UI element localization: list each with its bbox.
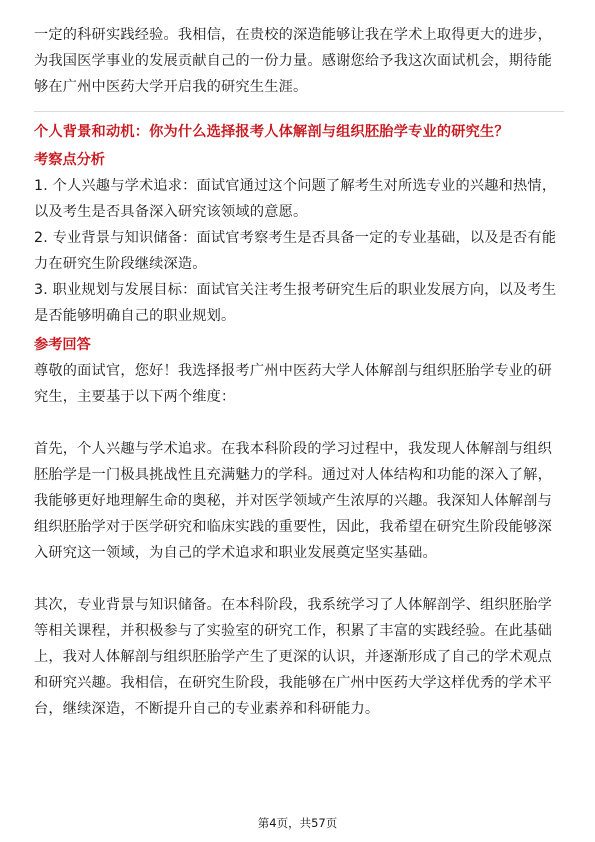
intro-tail-paragraph: 一定的科研实践经验。我相信，在贵校的深造能够让我在学术上取得更大的进步，为我国医学事业的发展贡献自己的一份力量。感谢您给予我这次面试机会，期待能够在广州中医药大学开启我的研究生生涯。	[34, 27, 552, 95]
paragraph-gap	[34, 566, 564, 592]
answer-first-point: 首先，个人兴趣与学术追求。在我本科阶段的学习过程中，我发现人体解剖与组织胚胎学是一门极具挑战性且充满魅力的学科。通过对人体结构和功能的深入了解，我能够更好地理解生命的奥秘，并对医学领域产生浓厚的兴趣。我深知人体解剖与组织胚胎学对于医学研究和临床实践的重要性，因此，我希望在研究生阶段能够深入研究这一领域，为自己的学术追求和职业发展奠定坚实基础。	[34, 441, 552, 561]
analysis-point-1: 1. 个人兴趣与学术追求：面试官通过这个问题了解考生对所选专业的兴趣和热情，以及考生是否具备深入研究该领域的意愿。	[34, 178, 557, 220]
question-heading: 个人背景和动机：你为什么选择报考人体解剖与组织胚胎学专业的研究生？	[34, 124, 509, 140]
analysis-point-2: 2. 专业背景与知识储备：面试官考察考生是否具备一定的专业基础，以及是否有能力在研究生阶段继续深造。	[34, 230, 557, 272]
analysis-label: 考察点分析	[34, 152, 105, 168]
paragraph-gap	[34, 410, 564, 436]
answer-label: 参考回答	[34, 337, 91, 353]
document-page	[34, 22, 564, 722]
answer-greeting: 尊敬的面试官，您好！我选择报考广州中医药大学人体解剖与组织胚胎学专业的研究生，主要基于以下两个维度：	[34, 363, 552, 405]
answer-second-point: 其次，专业背景与知识储备。在本科阶段，我系统学习了人体解剖学、组织胚胎学等相关课程，并积极参与了实验室的研究工作，积累了丰富的实践经验。在此基础上，我对人体解剖与组织胚胎学产生了更深的认识，并逐渐形成了自己的学术观点和研究兴趣。我相信，在研究生阶段，我能够在广州中医药大学这样优秀的学术平台，继续深造，不断提升自己的专业素养和科研能力。	[34, 597, 552, 717]
section-divider	[34, 111, 564, 112]
page-number-footer: 第4页，共57页	[257, 816, 338, 830]
analysis-point-3: 3. 职业规划与发展目标：面试官关注考生报考研究生后的职业发展方向，以及考生是否能够明确自己的职业规划。	[34, 282, 557, 324]
